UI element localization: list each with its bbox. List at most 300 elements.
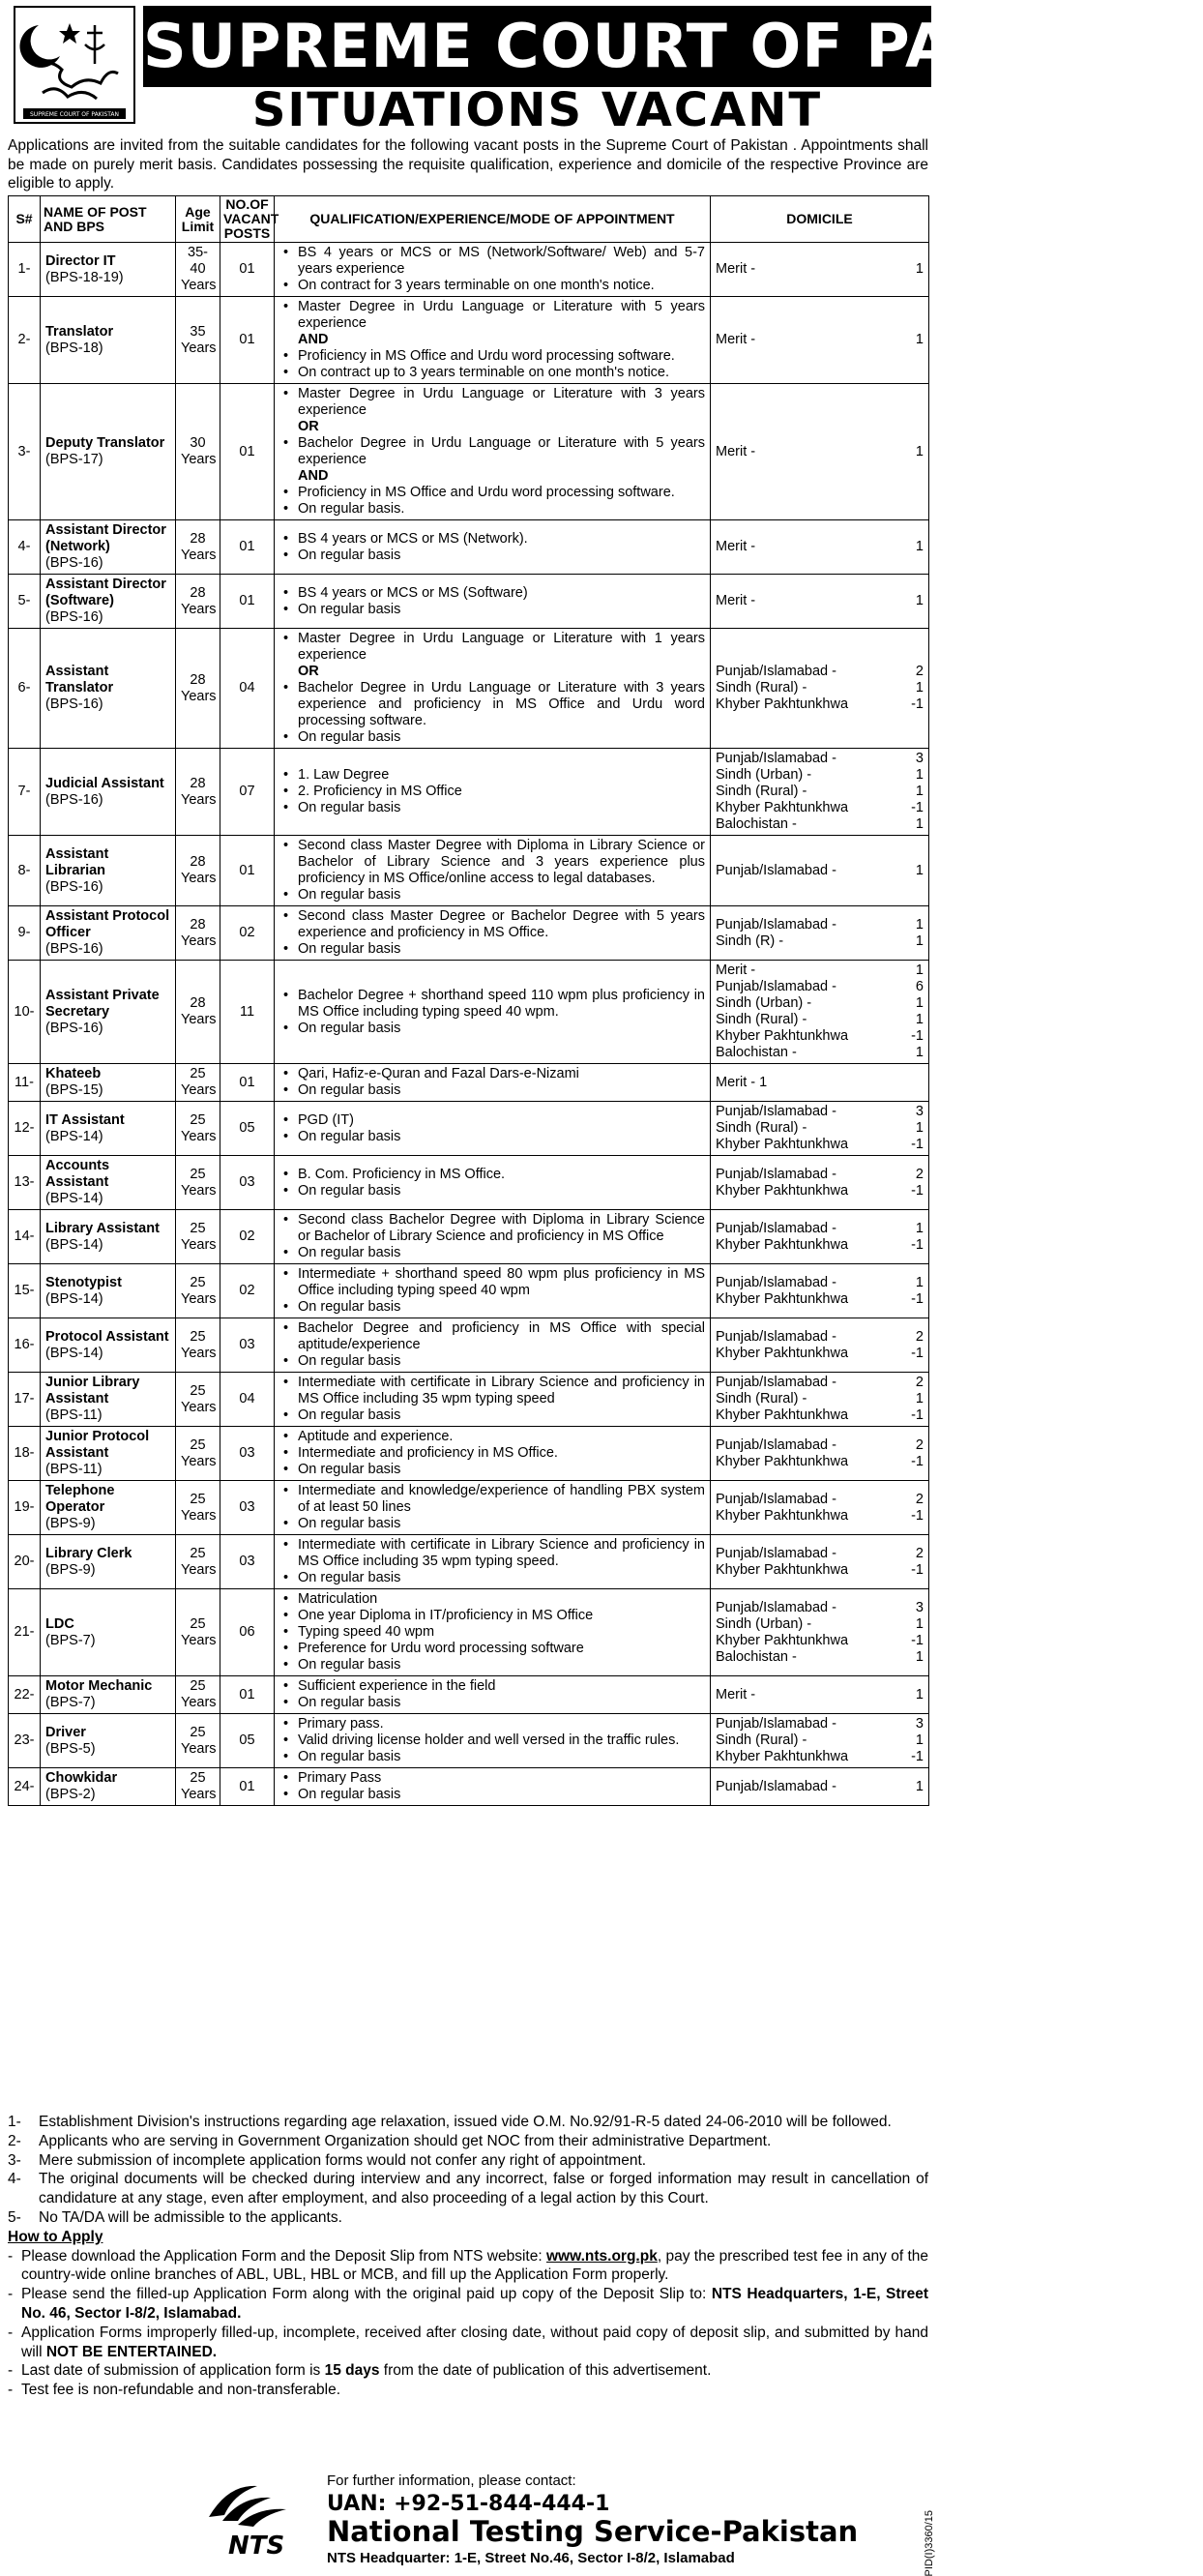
row-number: 22-: [9, 1676, 41, 1714]
qualification-item: • On regular basis: [298, 548, 705, 564]
domicile-entry: [716, 962, 924, 979]
age-limit: 25 Years: [176, 1064, 220, 1102]
domicile-count: 3: [915, 751, 924, 766]
domicile-entry: [716, 1275, 924, 1291]
note-item: [8, 2151, 928, 2171]
domicile-count: 1: [915, 593, 924, 608]
qualification-item: • On regular basis: [298, 1353, 705, 1370]
table-row: [9, 1210, 929, 1264]
post-cell: [41, 384, 176, 520]
qualification-item: • Bachelor Degree in Urdu Language or Literature with 5 years experience: [298, 435, 705, 468]
qualification-list: [279, 1266, 705, 1316]
domicile-cell: [711, 1264, 929, 1318]
domicile-region: Merit -: [716, 1686, 756, 1703]
qualification-connector: AND: [298, 468, 329, 484]
header-age: Age Limit: [176, 196, 220, 243]
note-number: 1-: [8, 2114, 21, 2130]
qualification-item: • BS 4 years or MCS or MS (Network/Software/ Web) and 5-7 years experience: [298, 245, 705, 278]
domicile-entry: [716, 332, 924, 348]
how-to-apply-item: [8, 2285, 928, 2324]
domicile-cell: [711, 1768, 929, 1806]
domicile-region: Sindh (Urban) -: [716, 767, 812, 783]
age-limit: 25 Years: [176, 1714, 220, 1768]
table-row: [9, 1064, 929, 1102]
row-number: 13-: [9, 1156, 41, 1210]
footer-hq: NTS Headquarter: 1-E, Street No.46, Sector I-8/2, Islamabad: [327, 2550, 735, 2566]
domicile-entry: [716, 1546, 924, 1562]
domicile-region: Punjab/Islamabad -: [716, 1716, 836, 1732]
note-text: No TA/DA will be admissible to the applicants.: [39, 2208, 342, 2226]
table-row: [9, 1264, 929, 1318]
domicile-count: 1: [915, 995, 924, 1011]
post-cell: [41, 1156, 176, 1210]
post-cell: [41, 243, 176, 297]
domicile-cell: [711, 961, 929, 1064]
domicile-entry: [716, 800, 924, 816]
domicile-region: Punjab/Islamabad -: [716, 1491, 836, 1507]
notes-section: [8, 2113, 928, 2400]
qualification-item: • Primary Pass: [298, 1770, 705, 1787]
post-name: Assistant Protocol Officer: [45, 908, 170, 940]
qualification-connector: OR: [298, 419, 319, 434]
domicile-entry: [716, 1291, 924, 1308]
post-bps: (BPS-14): [45, 1345, 103, 1361]
table-row: [9, 1427, 929, 1481]
domicile-cell: [711, 1156, 929, 1210]
domicile-count: 1: [915, 1686, 924, 1703]
domicile-region: Punjab/Islamabad -: [716, 1274, 836, 1290]
domicile-region: Punjab/Islamabad -: [716, 979, 836, 994]
note-number: 3-: [8, 2151, 21, 2169]
qualification-list: [279, 531, 705, 564]
post-name: Director IT: [45, 252, 116, 269]
row-number: 19-: [9, 1481, 41, 1535]
domicile-entry: [716, 1167, 924, 1183]
qualification-item: • Preference for Urdu word processing software: [298, 1641, 705, 1657]
domicile-count: 2: [915, 1328, 924, 1345]
domicile-cell: [711, 297, 929, 384]
qualification-list: [279, 1429, 705, 1478]
note-number: 2-: [8, 2132, 21, 2149]
domicile-region: Punjab/Islamabad -: [716, 1328, 836, 1345]
qualification-list: [279, 838, 705, 903]
domicile-region: Merit - 1: [716, 1074, 768, 1090]
qualification-list: [279, 988, 705, 1037]
reference-number: PID(I)3360/15: [924, 2510, 935, 2576]
domicile-entry: [716, 863, 924, 879]
qualification-item: • On regular basis: [298, 1082, 705, 1099]
domicile-entry: [716, 593, 924, 609]
domicile-entry: [716, 1407, 924, 1424]
domicile-count: 2: [915, 1375, 924, 1390]
post-bps: (BPS-7): [45, 1695, 96, 1710]
qualification-cell: [275, 1589, 711, 1676]
domicile-region: Merit -: [716, 332, 756, 347]
post-bps: (BPS-14): [45, 1290, 103, 1307]
qualification-item: • Intermediate + shorthand speed 80 wpm plus proficiency in MS Office including typing speed 40 wpm: [298, 1266, 705, 1299]
qualification-item: • Primary pass.: [298, 1716, 705, 1732]
table-row: [9, 1102, 929, 1156]
domicile-count: -1: [911, 1290, 924, 1307]
domicile-cell: [711, 1373, 929, 1427]
domicile-count: 2: [915, 1166, 924, 1182]
post-cell: [41, 1264, 176, 1318]
post-cell: [41, 906, 176, 961]
post-bps: (BPS-18): [45, 340, 103, 356]
domicile-count: 1: [915, 767, 924, 783]
domicile-region: Merit -: [716, 962, 756, 978]
post-cell: [41, 749, 176, 836]
table-row: [9, 575, 929, 629]
domicile-cell: [711, 1589, 929, 1676]
domicile-count: 1: [915, 1648, 924, 1665]
table-row: [9, 1156, 929, 1210]
qualification-item: • Intermediate with certificate in Library Science and proficiency in MS Office including 35 wpm typing speed: [298, 1375, 705, 1407]
domicile-count: -1: [911, 1749, 924, 1764]
age-limit: 25 Years: [176, 1210, 220, 1264]
domicile-region: Balochistan -: [716, 1648, 797, 1665]
domicile-count: 1: [915, 933, 924, 949]
age-limit: 25 Years: [176, 1318, 220, 1373]
domicile-cell: [711, 520, 929, 575]
post-bps: (BPS-9): [45, 1516, 96, 1531]
qualification-list: [279, 767, 705, 816]
age-limit: 25 Years: [176, 1264, 220, 1318]
domicile-entry: [716, 1346, 924, 1362]
post-name: Deputy Translator: [45, 435, 165, 451]
vacant-posts: 01: [220, 1676, 275, 1714]
post-name: Junior Library Assistant: [45, 1375, 140, 1406]
domicile-region: Balochistan -: [716, 1045, 797, 1060]
post-bps: (BPS-17): [45, 452, 103, 467]
row-number: 8-: [9, 836, 41, 906]
domicile-region: Khyber Pakhtunkhwa: [716, 1137, 849, 1152]
qualification-item: • On regular basis: [298, 1749, 705, 1765]
post-cell: [41, 836, 176, 906]
domicile-cell: [711, 1676, 929, 1714]
qualification-item: • On regular basis: [298, 1183, 705, 1199]
domicile-entry: [716, 1028, 924, 1045]
post-bps: (BPS-16): [45, 696, 103, 712]
domicile-region: Sindh (Rural) -: [716, 1391, 807, 1406]
domicile-count: 1: [915, 539, 924, 554]
domicile-entry: [716, 1562, 924, 1579]
qualification-cell: [275, 1210, 711, 1264]
domicile-region: Punjab/Islamabad -: [716, 1599, 836, 1615]
qualification-item: • Master Degree in Urdu Language or Literature with 1 years experience: [298, 631, 705, 664]
qualification-item: • On regular basis: [298, 1129, 705, 1145]
table-row: [9, 243, 929, 297]
post-name: Chowkidar: [45, 1770, 118, 1786]
domicile-count: -1: [911, 1407, 924, 1423]
table-row: [9, 384, 929, 520]
vacant-posts: 01: [220, 575, 275, 629]
table-row: [9, 749, 929, 836]
domicile-region: Khyber Pakhtunkhwa: [716, 1453, 849, 1469]
footer-contact: For further information, please contact:: [327, 2472, 576, 2489]
age-limit: 28 Years: [176, 749, 220, 836]
qualification-item: • BS 4 years or MCS or MS (Software): [298, 585, 705, 602]
row-number: 12-: [9, 1102, 41, 1156]
qualification-cell: [275, 629, 711, 749]
domicile-region: Punjab/Islamabad -: [716, 1166, 836, 1182]
post-cell: [41, 1481, 176, 1535]
domicile-count: -1: [911, 1345, 924, 1361]
post-bps: (BPS-16): [45, 609, 103, 625]
domicile-region: Khyber Pakhtunkhwa: [716, 1749, 849, 1764]
post-cell: [41, 1589, 176, 1676]
footer: [0, 2467, 937, 2571]
domicile-region: Sindh (Urban) -: [716, 1615, 812, 1632]
domicile-count: -1: [911, 800, 924, 815]
post-cell: [41, 1318, 176, 1373]
domicile-count: -1: [911, 1561, 924, 1578]
note-item: [8, 2170, 928, 2208]
age-limit: 25 Years: [176, 1535, 220, 1589]
qualification-cell: [275, 1676, 711, 1714]
post-cell: [41, 520, 176, 575]
age-limit: 25 Years: [176, 1373, 220, 1427]
domicile-count: 6: [915, 979, 924, 994]
qualification-item: • Master Degree in Urdu Language or Literature with 5 years experience: [298, 299, 705, 332]
qualification-cell: [275, 749, 711, 836]
domicile-count: 1: [915, 962, 924, 978]
row-number: 7-: [9, 749, 41, 836]
domicile-entry: [716, 1104, 924, 1120]
note-text: The original documents will be checked during interview and any incorrect, false or forged information may result in cancellation of candidature at any stage, even after employment, and also proceeding of a legal action by this Court.: [39, 2171, 928, 2207]
domicile-region: Khyber Pakhtunkhwa: [716, 1028, 849, 1044]
domicile-entry: [716, 1749, 924, 1765]
age-limit: 28 Years: [176, 629, 220, 749]
post-bps: (BPS-16): [45, 791, 103, 808]
domicile-count: 2: [915, 1491, 924, 1507]
domicile-entry: [716, 1492, 924, 1508]
qualification-cell: [275, 1481, 711, 1535]
qualification-item: • On regular basis: [298, 1407, 705, 1424]
domicile-count: 3: [915, 1104, 924, 1119]
domicile-region: Punjab/Islamabad -: [716, 1545, 836, 1561]
domicile-count: 1: [915, 332, 924, 347]
domicile-cell: [711, 629, 929, 749]
post-cell: [41, 1535, 176, 1589]
qualification-list: [279, 1212, 705, 1261]
vacancy-table: [8, 195, 929, 1806]
vacant-posts: 01: [220, 243, 275, 297]
post-cell: [41, 961, 176, 1064]
table-row: [9, 1768, 929, 1806]
note-number: 5-: [8, 2208, 21, 2226]
qualification-item: • Typing speed 40 wpm: [298, 1624, 705, 1641]
qualification-list: [279, 1678, 705, 1711]
domicile-region: Punjab/Islamabad -: [716, 1375, 836, 1390]
vacant-posts: 03: [220, 1427, 275, 1481]
domicile-count: -1: [911, 1453, 924, 1469]
svg-text:SUPREME COURT OF PAKISTAN: SUPREME COURT OF PAKISTAN: [30, 111, 119, 118]
post-name: Khateeb: [45, 1066, 102, 1081]
table-row: [9, 961, 929, 1064]
table-row: [9, 1481, 929, 1535]
qualification-item: • Master Degree in Urdu Language or Literature with 3 years experience: [298, 386, 705, 419]
page-subtitle: SITUATIONS VACANT: [251, 83, 823, 137]
row-number: 3-: [9, 384, 41, 520]
qualification-item: • PGD (IT): [298, 1112, 705, 1129]
row-number: 21-: [9, 1589, 41, 1676]
post-name: Protocol Assistant: [45, 1328, 169, 1345]
vacant-posts: 01: [220, 384, 275, 520]
how-to-apply-item: [8, 2381, 928, 2400]
qualification-cell: [275, 1427, 711, 1481]
qualification-item: • Proficiency in MS Office and Urdu word processing software.: [298, 348, 705, 365]
post-name: IT Assistant: [45, 1111, 125, 1128]
qualification-cell: [275, 906, 711, 961]
domicile-region: Punjab/Islamabad -: [716, 862, 836, 878]
intro-paragraph: Applications are invited from the suitable candidates for the following vacant posts in the Supreme Court of Pakistan . Appointments shall be made on purely merit basis. Candidates possessing the requisite qualification, experience and domicile of the respective Province are eligible to apply.: [8, 137, 928, 192]
footer-uan: UAN: +92-51-844-444-1: [327, 2492, 610, 2516]
domicile-count: 2: [915, 1436, 924, 1453]
header-post: NAME OF POST AND BPS: [41, 196, 176, 243]
qualification-cell: [275, 1768, 711, 1806]
domicile-region: Punjab/Islamabad -: [716, 1436, 836, 1453]
page-title: SUPREME COURT OF PAKISTAN: [143, 6, 931, 87]
bullet-icon: -: [8, 2382, 14, 2399]
post-bps: (BPS-14): [45, 1128, 103, 1144]
domicile-count: 1: [915, 261, 924, 277]
how-to-apply-list: [8, 2247, 928, 2400]
post-name: Assistant Librarian: [45, 845, 109, 878]
note-item: [8, 2132, 928, 2151]
row-number: 14-: [9, 1210, 41, 1264]
domicile-count: [902, 1075, 924, 1091]
how-to-apply-text: Please download the Application Form and the Deposit Slip from NTS website: www.nts.org.pk, pay the prescribed test fee in any of the country-wide online branches of ABL, UBL, HBL or MCB, and fill up the Application Form properly.: [21, 2247, 929, 2284]
qualification-list: [279, 1591, 705, 1673]
post-name: Assistant Director (Software): [45, 577, 166, 608]
row-number: 16-: [9, 1318, 41, 1373]
qualification-item: • Aptitude and experience.: [298, 1429, 705, 1445]
domicile-region: Khyber Pakhtunkhwa: [716, 1632, 849, 1648]
qualification-cell: [275, 1318, 711, 1373]
notes-list: [8, 2113, 928, 2228]
post-bps: (BPS-11): [45, 1462, 103, 1477]
domicile-entry: [716, 1045, 924, 1061]
footer-org-name: National Testing Service-Pakistan: [327, 2515, 859, 2548]
qualification-cell: [275, 575, 711, 629]
note-item: [8, 2113, 928, 2132]
row-number: 5-: [9, 575, 41, 629]
post-bps: (BPS-18-19): [45, 269, 124, 285]
vacant-posts: 07: [220, 749, 275, 836]
vacant-posts: 01: [220, 297, 275, 384]
vacant-posts: 04: [220, 629, 275, 749]
row-number: 23-: [9, 1714, 41, 1768]
domicile-count: 1: [915, 862, 924, 878]
domicile-count: 1: [915, 816, 924, 832]
court-emblem-icon: [14, 6, 135, 124]
qualification-item: • On regular basis: [298, 1657, 705, 1673]
how-to-apply-heading: How to Apply: [8, 2228, 103, 2245]
table-row: [9, 1318, 929, 1373]
domicile-entry: [716, 680, 924, 696]
qualification-item: • Intermediate and proficiency in MS Office.: [298, 1445, 705, 1462]
domicile-entry: [716, 784, 924, 800]
domicile-count: -1: [911, 1028, 924, 1044]
domicile-region: Sindh (Rural) -: [716, 784, 807, 799]
qualification-connector: AND: [298, 332, 329, 347]
qualification-list: [279, 1066, 705, 1099]
qualification-cell: [275, 520, 711, 575]
domicile-count: 1: [915, 1732, 924, 1748]
domicile-entry: [716, 816, 924, 833]
domicile-count: 1: [915, 1391, 924, 1406]
qualification-item: • On regular basis: [298, 1695, 705, 1711]
qualification-cell: [275, 1714, 711, 1768]
age-limit: 28 Years: [176, 836, 220, 906]
domicile-count: 2: [915, 664, 924, 679]
domicile-region: Punjab/Islamabad -: [716, 751, 836, 766]
domicile-cell: [711, 1318, 929, 1373]
table-header-row: [9, 196, 929, 243]
post-bps: (BPS-9): [45, 1561, 96, 1578]
domicile-count: 1: [915, 1220, 924, 1236]
table-row: [9, 1535, 929, 1589]
post-cell: [41, 1768, 176, 1806]
post-name: Assistant Private Secretary: [45, 987, 160, 1020]
qualification-item: • Proficiency in MS Office and Urdu word processing software.: [298, 485, 705, 501]
domicile-region: Khyber Pakhtunkhwa: [716, 696, 849, 712]
domicile-region: Merit -: [716, 443, 756, 459]
qualification-list: [279, 1112, 705, 1145]
post-bps: (BPS-2): [45, 1787, 96, 1802]
post-cell: [41, 629, 176, 749]
qualification-item: • 1. Law Degree: [298, 767, 705, 784]
vacant-posts: 11: [220, 961, 275, 1064]
domicile-count: -1: [911, 1236, 924, 1253]
domicile-cell: [711, 1535, 929, 1589]
qualification-item: • On contract for 3 years terminable on one month's notice.: [298, 278, 705, 294]
row-number: 2-: [9, 297, 41, 384]
qualification-cell: [275, 1535, 711, 1589]
age-limit: 28 Years: [176, 575, 220, 629]
qualification-item: • Second class Master Degree with Diploma in Library Science or Bachelor of Library Science and 3 years experience plus proficiency in MS Office/online access to legal databases.: [298, 838, 705, 887]
domicile-region: Khyber Pakhtunkhwa: [716, 1561, 849, 1578]
qualification-item: • One year Diploma in IT/proficiency in MS Office: [298, 1608, 705, 1624]
vacant-posts: 06: [220, 1589, 275, 1676]
post-cell: [41, 297, 176, 384]
domicile-region: Punjab/Islamabad -: [716, 664, 836, 679]
note-text: Applicants who are serving in Government Organization should get NOC from their administrative Department.: [39, 2132, 772, 2149]
post-cell: [41, 575, 176, 629]
domicile-entry: [716, 1779, 924, 1795]
how-to-apply-item: [8, 2324, 928, 2362]
table-row: [9, 1676, 929, 1714]
domicile-region: Punjab/Islamabad -: [716, 1778, 836, 1794]
domicile-region: Merit -: [716, 539, 756, 554]
qualification-list: [279, 1537, 705, 1586]
masthead: [0, 0, 1203, 137]
domicile-count: -1: [911, 696, 924, 712]
post-name: Telephone Operator: [45, 1483, 115, 1515]
qualification-list: [279, 386, 705, 518]
post-name: Assistant Director (Network): [45, 522, 166, 554]
nts-logo-icon: [199, 2478, 313, 2560]
qualification-item: • On regular basis: [298, 1570, 705, 1586]
age-limit: 25 Years: [176, 1768, 220, 1806]
qualification-connector: OR: [298, 664, 319, 679]
age-limit: 35 Years: [176, 297, 220, 384]
domicile-count: 3: [915, 1716, 924, 1732]
age-limit: 25 Years: [176, 1427, 220, 1481]
domicile-count: 3: [915, 1599, 924, 1615]
qualification-cell: [275, 1373, 711, 1427]
